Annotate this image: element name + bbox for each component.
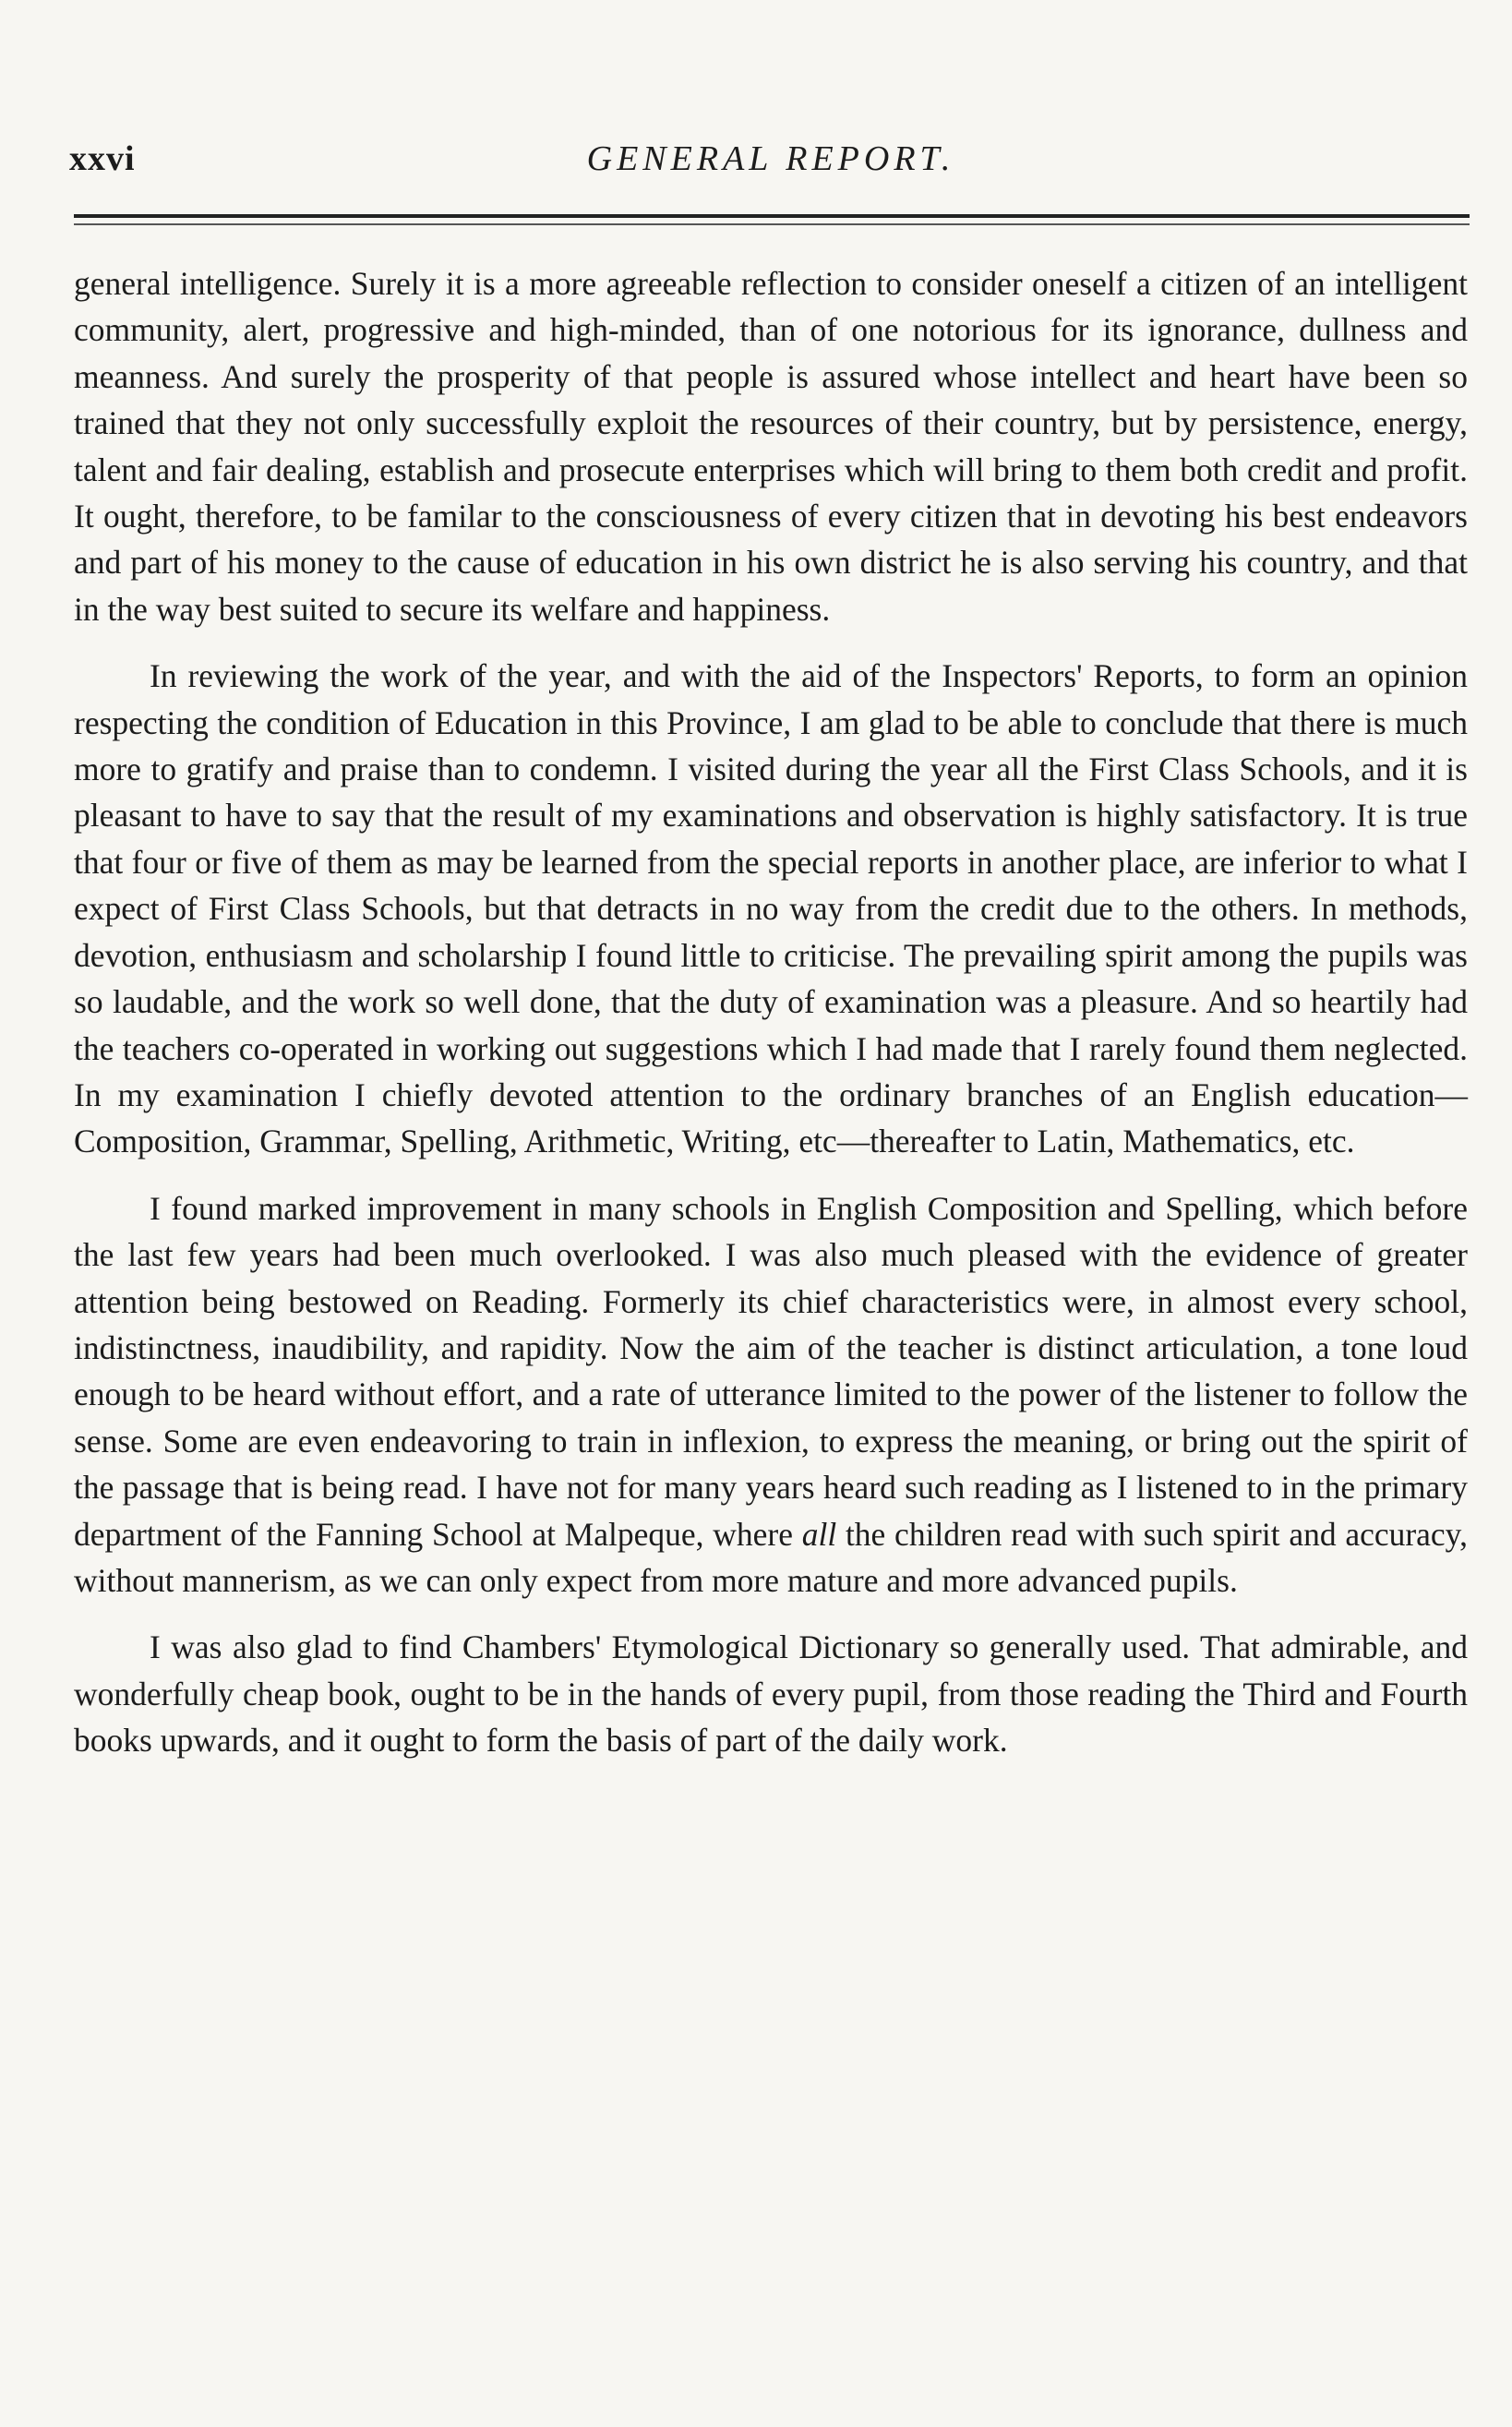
page-number: xxvi (69, 139, 136, 178)
paragraph-4: I was also glad to find Chambers' Etymological Dictionary so generally used. That admirable, and wonderfully cheap book, ought to be in the hands of every pupil, from those reading the Third and Fourth books upwards, and it ought to form the basis of part of the daily work. (74, 1628, 1468, 1760)
paragraph-3-emphasis: all (801, 1515, 837, 1553)
paragraph-3 (74, 1185, 1468, 1604)
running-title: GENERAL REPORT. (586, 139, 955, 178)
header-rule-thick (74, 214, 1470, 218)
paragraph-3-text-before: I found marked improvement in many schools in English Composition and Spelling, which before the last few years had been much overlooked. I was also much pleased with the evidence of greater attention being bestowed on Reading. Formerly its chief characteristics were, in almost every school, indistinctness, inaudibility, and rapidity. Now the aim of the teacher is distinct articulation, a tone loud enough to be heard without effort, and a rate of utterance limited to the power of the listener to follow the sense. Some are even endeavoring to train in inflexion, to express the meaning, or bring out the spirit of the passage that is being read. I have not for many years heard such reading as I listened to in the primary department of the Fanning School at Malpeque, where (74, 1189, 1468, 1553)
page-header (69, 138, 1472, 194)
paragraph-1: general intelligence. Surely it is a more agreeable reflection to consider oneself a citizen of an intelligent community, alert, progressive and high-minded, than of one notorious for its ignorance, dullness and meanness. And surely the prosperity of that people is assured whose intellect and heart have been so trained that they not only successfully exploit the resources of their country, but by persistence, energy, talent and fair dealing, establish and prosecute enterprises which will bring to them both credit and profit. It ought, therefore, to be familar to the consciousness of every citizen that in devoting his best endeavors and part of his money to the cause of education in his own district he is also serving his country, and that in the way best suited to secure its welfare and happiness. (74, 265, 1468, 628)
paragraph-3-text-after: the children read with such spirit and accuracy, without mannerism, as we can only expect from more mature and more advanced pupils. (74, 1515, 1469, 1599)
body-text (74, 260, 1468, 1784)
paragraph-2: In reviewing the work of the year, and with the aid of the Inspectors' Reports, to form an opinion respecting the condition of Education in this Province, I am glad to be able to conclude that there is much more to gratify and praise than to condemn. I visited during the year all the First Class Schools, and it is pleasant to have to say that the result of my examinations and observation is highly satisfactory. It is true that four or five of them as may be learned from the special reports in another place, are inferior to what I expect of First Class Schools, but that detracts in no way from the credit due to the others. In methods, devotion, enthusiasm and scholarship I found little to criticise. The prevailing spirit among the pupils was so laudable, and the work so well done, that the duty of examination was a pleasure. And so heartily had the teachers co-operated in working out suggestions which I had made that I rarely found them neglected. In my examination I chiefly devoted attention to the ordinary branches of an English education—Composition, Grammar, Spelling, Arithmetic, Writing, etc—thereafter to Latin, Mathematics, etc. (74, 657, 1468, 1160)
header-rule-thin (74, 223, 1470, 225)
